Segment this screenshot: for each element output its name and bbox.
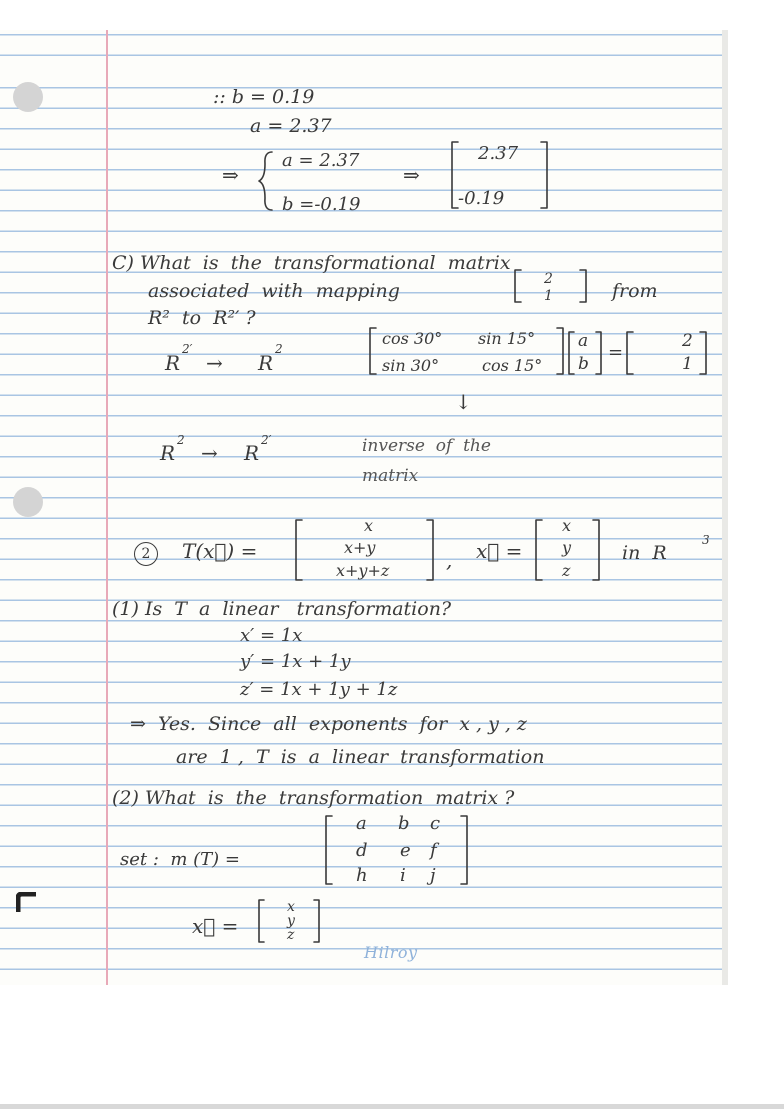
- question-c-line2: associated with mapping: [148, 280, 400, 302]
- matrix-m22: cos 15°: [482, 356, 543, 375]
- matrix-entry-j: j: [430, 865, 436, 886]
- map1-right-sup: 2: [275, 342, 283, 356]
- x-vector-lhs: x⃗ =: [192, 914, 239, 938]
- inverse-note-line2: matrix: [362, 466, 419, 486]
- rhs-vector-brackets: [624, 330, 714, 378]
- matrix-entry-b: b: [398, 813, 410, 834]
- implies-arrow-2: ⇒: [403, 163, 420, 187]
- a-value-line: a = 2.37: [250, 115, 332, 137]
- x-vector-small-3: z: [287, 927, 295, 943]
- binder-clip-mark: [16, 892, 38, 914]
- equation-x: x′ = 1x: [240, 625, 303, 646]
- map2-left: R: [160, 441, 176, 465]
- scan-border: [0, 1104, 784, 1109]
- margin-line: [106, 30, 108, 985]
- rhs-bottom: 1: [682, 354, 693, 374]
- therefore-b-line: :: b = 0.19: [213, 86, 315, 108]
- matrix-m12: sin 15°: [478, 329, 536, 348]
- x-row-2: y: [562, 538, 572, 557]
- matrix-entry-c: c: [430, 813, 441, 834]
- map2-right-sup: 2′: [261, 433, 272, 447]
- matrix-entry-h: h: [356, 865, 368, 886]
- question-c-line1: C) What is the transformational matrix: [112, 252, 511, 274]
- equals-sign: =: [608, 342, 624, 363]
- in-space-sup: 3: [702, 533, 710, 547]
- brand-logo: Hilroy: [364, 943, 418, 962]
- rhs-top: 2: [682, 331, 693, 351]
- page-edge-shadow: [722, 30, 728, 985]
- comma: ,: [446, 548, 453, 572]
- map2-left-sup: 2: [177, 433, 185, 447]
- map1-left: R: [165, 351, 181, 375]
- equation-z: z′ = 1x + 1y + 1z: [240, 679, 398, 700]
- x-row-3: z: [562, 561, 571, 580]
- vector-a: a: [578, 331, 589, 351]
- answer-line2: are 1 , T is a linear transformation: [176, 746, 545, 768]
- inverse-note-line1: inverse of the: [362, 436, 491, 456]
- system-brace: [258, 150, 274, 212]
- implies-arrow: ⇒: [222, 163, 239, 187]
- system-a: a = 2.37: [282, 150, 360, 171]
- T-row-2: x+y: [344, 538, 376, 557]
- map1-right: R: [258, 351, 274, 375]
- x-vector-small-1: x: [287, 899, 295, 915]
- matrix-entry-a: a: [356, 813, 367, 834]
- question-c-line2-end: from: [612, 280, 658, 302]
- matrix-entry-e: e: [400, 840, 411, 861]
- x-vector-small-2: y: [287, 913, 295, 929]
- matrix-entry-d: d: [356, 840, 368, 861]
- answer-line1: ⇒ Yes. Since all exponents for x , y , z: [130, 713, 527, 735]
- punch-hole-middle: [13, 487, 43, 517]
- down-arrow: ↓: [455, 390, 472, 414]
- matrix-m11: cos 30°: [382, 329, 443, 348]
- in-space: in R: [622, 542, 667, 564]
- T-row-1: x: [364, 516, 374, 535]
- matrix-entry-f: f: [430, 840, 437, 861]
- T-row-3: x+y+z: [336, 561, 390, 580]
- x-definition-lhs: x⃗ =: [476, 539, 523, 563]
- set-matrix-label: set : m (T) =: [120, 849, 240, 870]
- punch-hole-top: [13, 82, 43, 112]
- map1-arrow: →: [206, 351, 223, 375]
- matrix-entry-i: i: [400, 865, 406, 886]
- matrix-m21: sin 30°: [382, 356, 440, 375]
- map2-right: R: [244, 441, 260, 465]
- system-b: b =-0.19: [282, 194, 361, 215]
- T-definition-lhs: T(x⃗) =: [182, 539, 258, 563]
- mapping-vector-bottom: 1: [544, 288, 553, 304]
- question-c-line3: R² to R²′ ?: [148, 307, 256, 329]
- map1-left-sup: 2′: [182, 342, 193, 356]
- question-1: (1) Is T a linear transformation?: [112, 598, 452, 620]
- x-row-1: x: [562, 516, 572, 535]
- result-vector-bottom: -0.19: [458, 188, 505, 209]
- map2-arrow: →: [201, 441, 218, 465]
- equation-y: y′ = 1x + 1y: [240, 651, 351, 672]
- vector-b: b: [578, 354, 589, 374]
- result-vector-top: 2.37: [478, 143, 519, 164]
- problem-number-circle: 2: [134, 542, 158, 566]
- question-2: (2) What is the transformation matrix ?: [112, 787, 515, 809]
- mapping-vector-top: 2: [544, 271, 553, 287]
